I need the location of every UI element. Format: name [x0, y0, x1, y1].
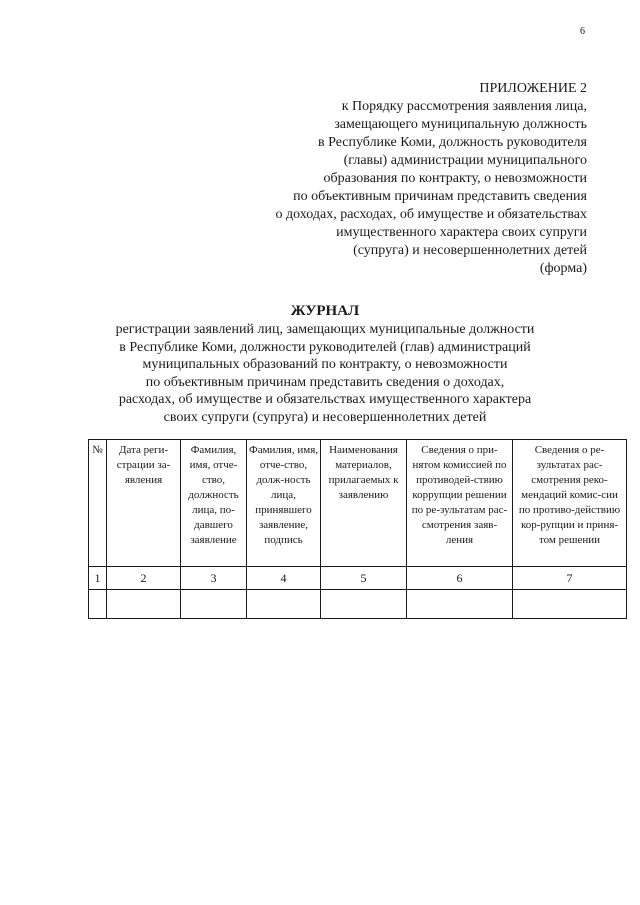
empty-cell: [247, 590, 321, 619]
appendix-line: замещающего муниципальную должность: [334, 117, 587, 132]
appendix-line: о доходах, расходах, об имуществе и обязательствах: [275, 207, 587, 222]
appendix-title: ПРИЛОЖЕНИЕ 2: [479, 81, 587, 96]
register-table: [88, 439, 627, 619]
header-cell-receiver: Фамилия, имя, отче-ство, долж-ность лица, принявшего заявление, подпись: [247, 440, 321, 567]
journal-title: ЖУРНАЛ: [290, 303, 360, 319]
column-number-cell: 1: [89, 567, 107, 590]
column-number-row: [89, 567, 627, 590]
column-number-cell: 6: [407, 567, 513, 590]
appendix-line: (главы) администрации муниципального: [343, 153, 587, 168]
appendix-line: в Республике Коми, должность руководителя: [318, 135, 587, 150]
journal-subtitle-line: расходах, об имуществе и обязательствах имущественного характера: [118, 392, 532, 408]
header-cell-date: Дата реги-страции за-явления: [107, 440, 181, 567]
table-header-row: [89, 440, 627, 567]
header-cell-recommendation-results: Сведения о ре-зультатах рас-смотрения реко-мендаций комис-сии по противо-действию кор-рупции и приня-том решении: [513, 440, 627, 567]
appendix-line: (форма): [539, 261, 587, 276]
appendix-line: по объективным причинам представить сведения: [293, 189, 587, 204]
header-cell-materials: Наименования материалов, прилагаемых к заявлению: [321, 440, 407, 567]
empty-cell: [107, 590, 181, 619]
journal-subtitle-line: регистрации заявлений лиц, замещающих муниципальные должности: [115, 322, 535, 337]
empty-table-row: [89, 590, 627, 619]
journal-subtitle-line: по объективным причинам представить сведения о доходах,: [145, 374, 505, 390]
column-number-cell: 4: [247, 567, 321, 590]
page-number: 6: [580, 26, 585, 37]
journal-subtitle-line: муниципальных образований по контракту, о невозможности: [142, 357, 508, 373]
header-cell-applicant: Фамилия, имя, отче-ство, должность лица, по-давшего заявление: [181, 440, 247, 567]
appendix-block: [167, 80, 587, 278]
appendix-line: образования по контракту, о невозможности: [323, 171, 587, 186]
empty-cell: [181, 590, 247, 619]
appendix-line: к Порядку рассмотрения заявления лица,: [341, 99, 587, 114]
journal-subtitle-line: в Республике Коми, должности руководителей (глав) администраций: [119, 339, 531, 355]
header-cell-number: №: [89, 440, 107, 567]
header-cell-commission-decision: Сведения о при-нятом комиссией по противодей-ствию коррупции решении по ре-зультатам рас-смотрения заяв-ления: [407, 440, 513, 567]
journal-heading: [60, 302, 590, 427]
column-number-cell: 2: [107, 567, 181, 590]
column-number-cell: 7: [513, 567, 627, 590]
journal-subtitle: [60, 321, 590, 427]
appendix-line: (супруга) и несовершеннолетних детей: [353, 243, 587, 258]
column-number-cell: 3: [181, 567, 247, 590]
empty-cell: [321, 590, 407, 619]
empty-cell: [407, 590, 513, 619]
empty-cell: [513, 590, 627, 619]
empty-cell: [89, 590, 107, 619]
appendix-line: имущественного характера своих супруги: [336, 225, 587, 240]
journal-subtitle-line: своих супруги (супруга) и несовершеннолетних детей: [163, 409, 487, 425]
column-number-cell: 5: [321, 567, 407, 590]
